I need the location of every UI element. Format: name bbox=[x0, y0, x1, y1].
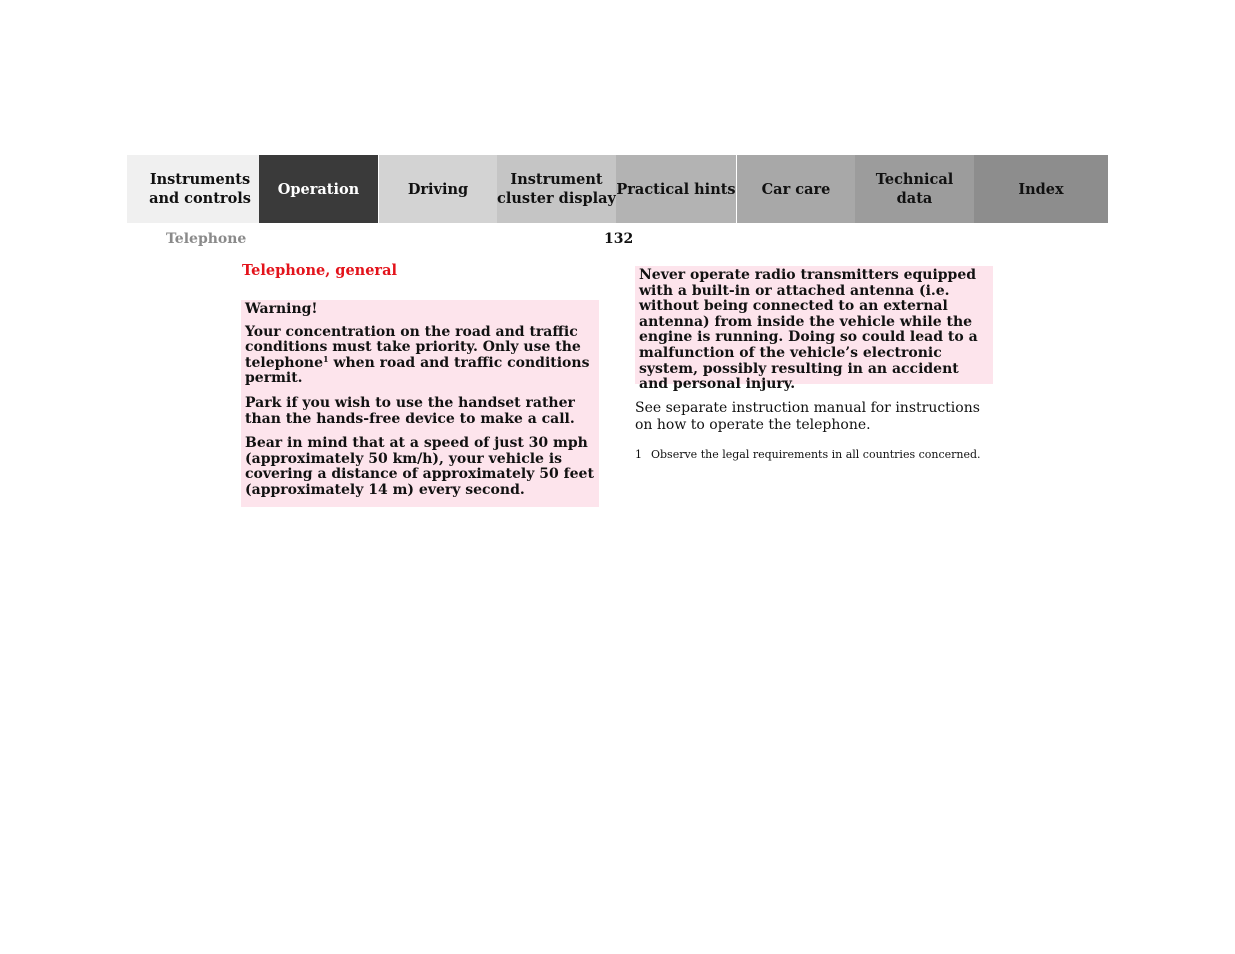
page-number: 132 bbox=[604, 231, 634, 247]
tab-car-care[interactable] bbox=[736, 155, 855, 223]
warning-text: when road and traffic conditions permit. bbox=[245, 354, 590, 387]
footnote-text: Observe the legal requirements in all countries concerned. bbox=[651, 448, 981, 461]
tab-driving[interactable] bbox=[378, 155, 497, 223]
warning-box bbox=[241, 300, 599, 507]
tab-label: Index bbox=[1018, 180, 1064, 198]
page-heading: Telephone, general bbox=[242, 262, 397, 279]
tab-instruments-and-controls[interactable] bbox=[127, 155, 259, 223]
tab-label: Car care bbox=[761, 180, 831, 198]
section-label: Telephone bbox=[166, 231, 247, 247]
tab-index[interactable] bbox=[974, 155, 1108, 223]
warning-text: Your concentration on the road and traffic conditions must take priority. Only use the telephone bbox=[245, 323, 581, 371]
tab-label: Instrument cluster display bbox=[497, 171, 616, 207]
tab-label: Practical hints bbox=[616, 180, 736, 198]
warning-title: Warning! bbox=[245, 301, 318, 317]
footnote bbox=[635, 448, 1035, 461]
warning-paragraph-speed: Bear in mind that at a speed of just 30 mph (approximately 50 km/h), your vehicle is covering a distance of approximately 50 feet (approximately 14 m) every second. bbox=[245, 435, 594, 498]
tab-operation[interactable] bbox=[259, 155, 378, 223]
warning-paragraph-park: Park if you wish to use the handset rather than the hands-free device to make a call. bbox=[245, 394, 575, 427]
tab-label: Technical data bbox=[875, 171, 954, 207]
radio-transmitter-warning bbox=[635, 266, 993, 393]
instruction-note: See separate instruction manual for instructions on how to operate the telephone. bbox=[635, 400, 980, 433]
tab-instrument-cluster-display[interactable] bbox=[497, 155, 616, 223]
tab-label: Instruments and controls bbox=[149, 171, 251, 207]
warning-paragraph-concentration bbox=[245, 325, 595, 387]
warning-paragraph-radio: Never operate radio transmitters equipped with a built-in or attached antenna (i.e. without being connected to an external antenna) from inside the vehicle while the engine is running. Doing so could lead to a malfunction of the vehicle’s electronic system, possibly resulting in an accident and personal injury. bbox=[639, 267, 978, 393]
tab-practical-hints[interactable] bbox=[616, 155, 736, 223]
tab-technical-data[interactable] bbox=[855, 155, 974, 223]
footnote-reference: 1 bbox=[323, 353, 329, 364]
footnote-number: 1 bbox=[635, 448, 642, 461]
chapter-nav bbox=[127, 155, 1108, 223]
tab-label: Driving bbox=[407, 180, 469, 198]
tab-label: Operation bbox=[277, 180, 360, 198]
